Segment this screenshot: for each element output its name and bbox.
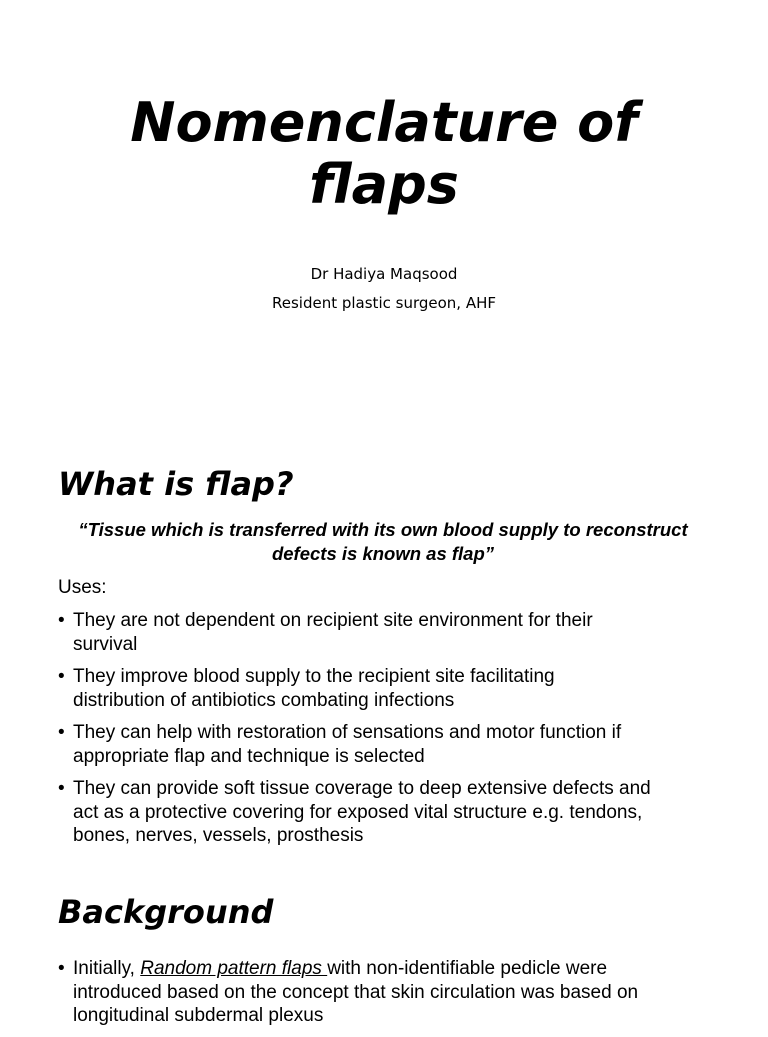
emphasized-term: Random pattern flaps [140, 958, 328, 979]
bullet-line: distribution of antibiotics combating infections [73, 689, 455, 711]
uses-list [58, 609, 708, 857]
bullet-line [73, 957, 708, 981]
background-list [58, 957, 708, 1037]
list-item [58, 957, 708, 1028]
bullet-line: introduced based on the concept that skin circulation was based on [73, 981, 639, 1003]
bullet-line: They are not dependent on recipient site environment for their [73, 610, 593, 631]
definition-quote [58, 518, 708, 566]
author-name: Dr Hadiya Maqsood [310, 265, 458, 283]
list-item [58, 777, 708, 848]
author-role: Resident plastic surgeon, AHF [272, 294, 496, 312]
bullet-line: bones, nerves, vessels, prosthesis [73, 825, 364, 846]
bullet-icon: • [58, 666, 65, 687]
slide-heading: Background [58, 893, 274, 931]
bullet-line: appropriate flap and technique is selected [73, 745, 425, 767]
bullet-line: They can help with restoration of sensations and motor function if [73, 722, 622, 743]
title-slide [0, 0, 768, 420]
list-item [58, 665, 708, 712]
bullet-rest: with non-identifiable pedicle were [327, 958, 608, 979]
quote-line-1: “Tissue which is transferred with its own blood supply to reconstruct [78, 519, 688, 540]
bullet-icon: • [58, 778, 65, 799]
author-block [0, 260, 768, 318]
bullet-line: longitudinal subdermal plexus [73, 1005, 324, 1026]
bullet-icon: • [58, 958, 65, 979]
quote-line-2: defects is known as flap” [271, 543, 495, 564]
definition-slide [0, 460, 768, 860]
bullet-icon: • [58, 722, 65, 743]
bullet-prefix: Initially, [73, 958, 141, 979]
uses-label: Uses: [58, 577, 107, 598]
bullet-line: They can provide soft tissue coverage to deep extensive defects and [73, 778, 651, 799]
presentation-title [0, 92, 768, 216]
bullet-icon: • [58, 610, 65, 631]
bullet-line: act as a protective covering for exposed vital structure e.g. tendons, [73, 801, 643, 823]
bullet-line: survival [73, 633, 138, 655]
list-item [58, 721, 708, 768]
background-slide [0, 888, 768, 1024]
slide-heading: What is flap? [58, 465, 294, 503]
list-item [58, 609, 708, 656]
title-line-2: flaps [309, 153, 459, 216]
title-line-1: Nomenclature of [130, 91, 638, 154]
bullet-line: They improve blood supply to the recipient site facilitating [73, 666, 555, 687]
